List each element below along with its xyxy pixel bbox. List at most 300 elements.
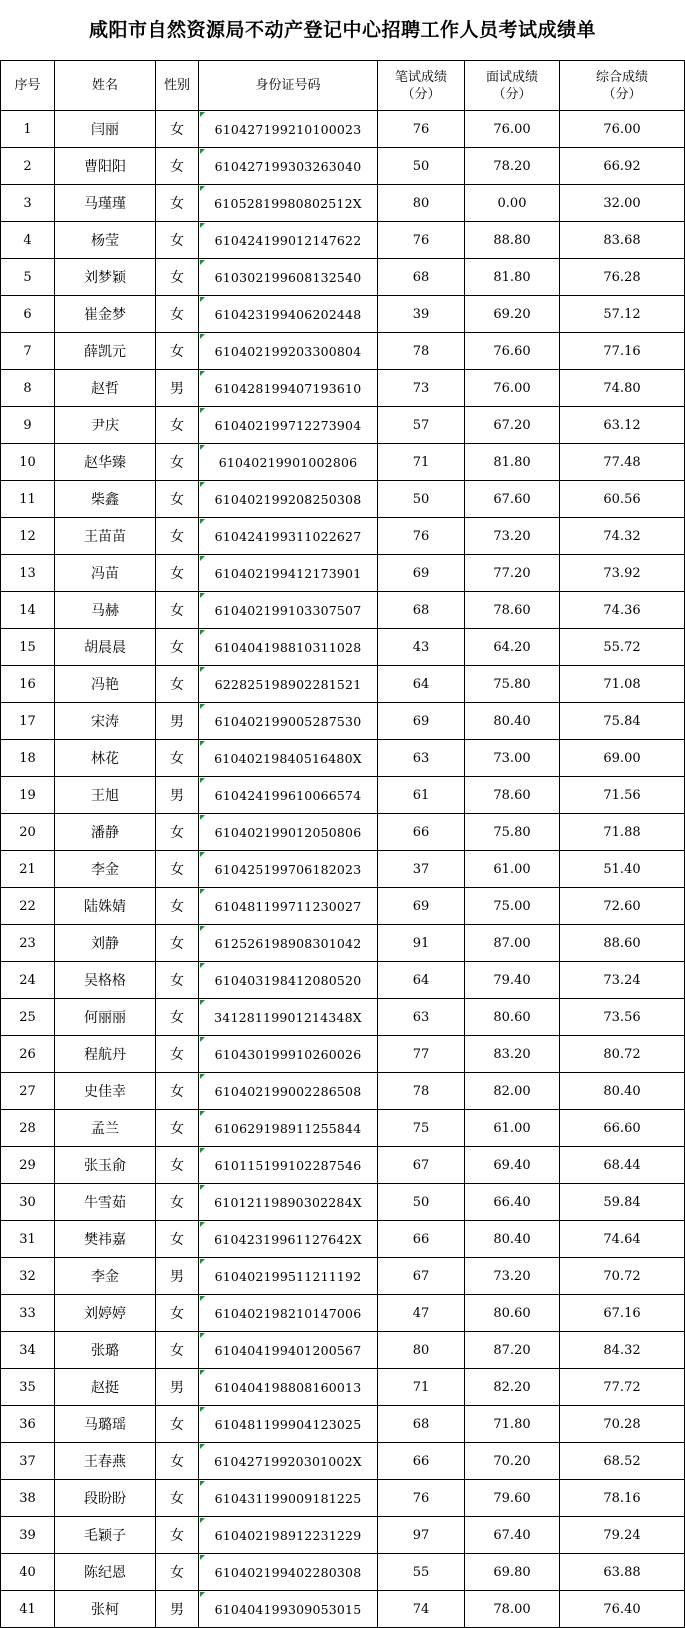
cell-total-score: 79.24 (560, 1517, 685, 1554)
cell-name: 陆姝婧 (55, 888, 156, 925)
cell-written-score: 68 (378, 1406, 465, 1443)
header-total-unit: （分） (602, 86, 642, 102)
cell-written-score: 64 (378, 962, 465, 999)
cell-name: 牛雪茹 (55, 1184, 156, 1221)
cell-total-score: 71.08 (560, 666, 685, 703)
cell-id-number: 34128119901214348X (199, 999, 378, 1036)
cell-id-number: 622825198902281521 (199, 666, 378, 703)
cell-name: 何丽丽 (55, 999, 156, 1036)
cell-written-score: 74 (378, 1591, 465, 1628)
cell-written-score: 71 (378, 444, 465, 481)
cell-written-score: 69 (378, 888, 465, 925)
table-row (1, 111, 685, 148)
cell-name: 尹庆 (55, 407, 156, 444)
table-row (1, 925, 685, 962)
cell-seq: 41 (1, 1591, 55, 1628)
cell-id-number: 610302199608132540 (199, 259, 378, 296)
score-table (0, 60, 685, 1628)
cell-id-number: 610402199203300804 (199, 333, 378, 370)
cell-total-score: 66.92 (560, 148, 685, 185)
cell-total-score: 70.28 (560, 1406, 685, 1443)
cell-written-score: 50 (378, 148, 465, 185)
cell-interview-score: 81.80 (465, 259, 560, 296)
cell-name: 张玉俞 (55, 1147, 156, 1184)
cell-total-score: 55.72 (560, 629, 685, 666)
cell-total-score: 77.48 (560, 444, 685, 481)
cell-total-score: 77.72 (560, 1369, 685, 1406)
cell-seq: 19 (1, 777, 55, 814)
cell-name: 李金 (55, 851, 156, 888)
cell-id-number: 610402198912231229 (199, 1517, 378, 1554)
cell-seq: 38 (1, 1480, 55, 1517)
cell-id-number: 610424199610066574 (199, 777, 378, 814)
cell-gender: 女 (156, 333, 199, 370)
cell-total-score: 68.44 (560, 1147, 685, 1184)
table-row (1, 999, 685, 1036)
cell-id-number: 610402199511211192 (199, 1258, 378, 1295)
cell-id-number: 610423199406202448 (199, 296, 378, 333)
cell-seq: 16 (1, 666, 55, 703)
cell-seq: 11 (1, 481, 55, 518)
cell-written-score: 78 (378, 1073, 465, 1110)
cell-total-score: 80.72 (560, 1036, 685, 1073)
cell-seq: 31 (1, 1221, 55, 1258)
cell-name: 毛颖子 (55, 1517, 156, 1554)
cell-written-score: 77 (378, 1036, 465, 1073)
cell-name: 王苗苗 (55, 518, 156, 555)
table-row (1, 703, 685, 740)
cell-written-score: 73 (378, 370, 465, 407)
cell-interview-score: 82.20 (465, 1369, 560, 1406)
cell-written-score: 68 (378, 592, 465, 629)
cell-written-score: 91 (378, 925, 465, 962)
cell-seq: 8 (1, 370, 55, 407)
cell-gender: 女 (156, 148, 199, 185)
cell-interview-score: 80.40 (465, 1221, 560, 1258)
cell-interview-score: 64.20 (465, 629, 560, 666)
cell-name: 王春燕 (55, 1443, 156, 1480)
cell-gender: 女 (156, 1110, 199, 1147)
cell-written-score: 55 (378, 1554, 465, 1591)
cell-written-score: 69 (378, 703, 465, 740)
cell-name: 刘静 (55, 925, 156, 962)
cell-interview-score: 80.60 (465, 1295, 560, 1332)
cell-seq: 6 (1, 296, 55, 333)
header-seq: 序号 (1, 61, 55, 111)
cell-gender: 男 (156, 370, 199, 407)
cell-id-number: 610403198412080520 (199, 962, 378, 999)
cell-id-number: 610481199711230027 (199, 888, 378, 925)
header-id: 身份证号码 (199, 61, 378, 111)
cell-name: 马瑾瑾 (55, 185, 156, 222)
cell-total-score: 75.84 (560, 703, 685, 740)
cell-id-number: 610428199407193610 (199, 370, 378, 407)
table-row (1, 481, 685, 518)
header-total-label: 综合成绩 (595, 69, 648, 85)
table-row (1, 666, 685, 703)
cell-gender: 女 (156, 296, 199, 333)
cell-seq: 23 (1, 925, 55, 962)
cell-name: 樊祎嘉 (55, 1221, 156, 1258)
cell-written-score: 50 (378, 1184, 465, 1221)
cell-seq: 27 (1, 1073, 55, 1110)
cell-total-score: 72.60 (560, 888, 685, 925)
cell-id-number: 61042719920301002X (199, 1443, 378, 1480)
table-row (1, 1554, 685, 1591)
cell-name: 刘梦颖 (55, 259, 156, 296)
cell-seq: 28 (1, 1110, 55, 1147)
header-row (1, 61, 685, 111)
table-row (1, 740, 685, 777)
cell-written-score: 78 (378, 333, 465, 370)
table-row (1, 259, 685, 296)
cell-seq: 24 (1, 962, 55, 999)
cell-name: 胡晨晨 (55, 629, 156, 666)
cell-written-score: 76 (378, 1480, 465, 1517)
cell-name: 宋涛 (55, 703, 156, 740)
cell-name: 赵华臻 (55, 444, 156, 481)
header-written (378, 61, 465, 111)
cell-interview-score: 73.20 (465, 1258, 560, 1295)
cell-interview-score: 79.60 (465, 1480, 560, 1517)
table-row (1, 629, 685, 666)
cell-id-number: 610404199401200567 (199, 1332, 378, 1369)
cell-total-score: 83.68 (560, 222, 685, 259)
cell-gender: 女 (156, 629, 199, 666)
cell-total-score: 73.56 (560, 999, 685, 1036)
cell-interview-score: 75.00 (465, 888, 560, 925)
cell-seq: 7 (1, 333, 55, 370)
table-row (1, 814, 685, 851)
table-row (1, 777, 685, 814)
cell-id-number: 61040219901002806 (199, 444, 378, 481)
cell-name: 闫丽 (55, 111, 156, 148)
cell-interview-score: 70.20 (465, 1443, 560, 1480)
cell-written-score: 39 (378, 296, 465, 333)
table-row (1, 407, 685, 444)
cell-seq: 36 (1, 1406, 55, 1443)
cell-seq: 9 (1, 407, 55, 444)
header-written-unit: （分） (401, 86, 441, 102)
cell-total-score: 76.00 (560, 111, 685, 148)
cell-interview-score: 78.60 (465, 777, 560, 814)
cell-id-number: 612526198908301042 (199, 925, 378, 962)
cell-written-score: 68 (378, 259, 465, 296)
table-row (1, 1295, 685, 1332)
cell-interview-score: 76.60 (465, 333, 560, 370)
table-row (1, 1480, 685, 1517)
cell-seq: 10 (1, 444, 55, 481)
cell-interview-score: 78.60 (465, 592, 560, 629)
cell-gender: 男 (156, 1369, 199, 1406)
cell-seq: 14 (1, 592, 55, 629)
cell-total-score: 66.60 (560, 1110, 685, 1147)
cell-id-number: 610404198810311028 (199, 629, 378, 666)
cell-total-score: 69.00 (560, 740, 685, 777)
cell-name: 张柯 (55, 1591, 156, 1628)
cell-seq: 33 (1, 1295, 55, 1332)
cell-interview-score: 67.20 (465, 407, 560, 444)
cell-total-score: 78.16 (560, 1480, 685, 1517)
cell-name: 崔金梦 (55, 296, 156, 333)
cell-interview-score: 69.40 (465, 1147, 560, 1184)
table-row (1, 1036, 685, 1073)
header-written-label: 笔试成绩 (394, 69, 447, 85)
cell-interview-score: 71.80 (465, 1406, 560, 1443)
cell-id-number: 610404199309053015 (199, 1591, 378, 1628)
table-row (1, 555, 685, 592)
cell-interview-score: 80.60 (465, 999, 560, 1036)
cell-interview-score: 73.00 (465, 740, 560, 777)
cell-id-number: 610402199002286508 (199, 1073, 378, 1110)
cell-id-number: 610424199311022627 (199, 518, 378, 555)
cell-name: 冯艳 (55, 666, 156, 703)
cell-interview-score: 0.00 (465, 185, 560, 222)
cell-gender: 女 (156, 518, 199, 555)
cell-id-number: 610424199012147622 (199, 222, 378, 259)
table-row (1, 1517, 685, 1554)
cell-id-number: 610402199208250308 (199, 481, 378, 518)
cell-total-score: 74.36 (560, 592, 685, 629)
cell-id-number: 610402199712273904 (199, 407, 378, 444)
cell-name: 赵哲 (55, 370, 156, 407)
cell-total-score: 77.16 (560, 333, 685, 370)
cell-gender: 男 (156, 1591, 199, 1628)
cell-total-score: 73.24 (560, 962, 685, 999)
cell-id-number: 610115199102287546 (199, 1147, 378, 1184)
cell-id-number: 61042319961127642X (199, 1221, 378, 1258)
cell-id-number: 610404198808160013 (199, 1369, 378, 1406)
cell-gender: 女 (156, 444, 199, 481)
cell-seq: 2 (1, 148, 55, 185)
cell-seq: 21 (1, 851, 55, 888)
cell-gender: 女 (156, 888, 199, 925)
cell-written-score: 76 (378, 518, 465, 555)
cell-id-number: 610402198210147006 (199, 1295, 378, 1332)
cell-gender: 男 (156, 703, 199, 740)
cell-gender: 女 (156, 925, 199, 962)
cell-written-score: 47 (378, 1295, 465, 1332)
cell-name: 马璐瑶 (55, 1406, 156, 1443)
cell-interview-score: 73.20 (465, 518, 560, 555)
cell-name: 冯苗 (55, 555, 156, 592)
table-row (1, 333, 685, 370)
cell-seq: 3 (1, 185, 55, 222)
cell-total-score: 88.60 (560, 925, 685, 962)
cell-interview-score: 69.80 (465, 1554, 560, 1591)
cell-id-number: 610402199012050806 (199, 814, 378, 851)
table-row (1, 1332, 685, 1369)
header-total (560, 61, 685, 111)
cell-name: 段盼盼 (55, 1480, 156, 1517)
cell-id-number: 61052819980802512X (199, 185, 378, 222)
cell-id-number: 610402199412173901 (199, 555, 378, 592)
cell-name: 柴鑫 (55, 481, 156, 518)
cell-gender: 女 (156, 1147, 199, 1184)
cell-written-score: 97 (378, 1517, 465, 1554)
cell-gender: 女 (156, 1554, 199, 1591)
cell-interview-score: 77.20 (465, 555, 560, 592)
header-name: 姓名 (55, 61, 156, 111)
cell-written-score: 63 (378, 740, 465, 777)
cell-gender: 男 (156, 1258, 199, 1295)
cell-seq: 5 (1, 259, 55, 296)
cell-id-number: 610402199103307507 (199, 592, 378, 629)
cell-gender: 女 (156, 1221, 199, 1258)
cell-total-score: 59.84 (560, 1184, 685, 1221)
cell-interview-score: 80.40 (465, 703, 560, 740)
table-row (1, 1406, 685, 1443)
cell-name: 孟兰 (55, 1110, 156, 1147)
cell-name: 杨莹 (55, 222, 156, 259)
cell-seq: 40 (1, 1554, 55, 1591)
cell-gender: 女 (156, 962, 199, 999)
table-row (1, 518, 685, 555)
table-row (1, 296, 685, 333)
cell-gender: 女 (156, 592, 199, 629)
cell-written-score: 67 (378, 1258, 465, 1295)
table-row (1, 592, 685, 629)
cell-total-score: 80.40 (560, 1073, 685, 1110)
cell-seq: 29 (1, 1147, 55, 1184)
table-row (1, 185, 685, 222)
cell-name: 程航丹 (55, 1036, 156, 1073)
cell-gender: 女 (156, 1184, 199, 1221)
table-row (1, 962, 685, 999)
cell-name: 马赫 (55, 592, 156, 629)
cell-total-score: 71.56 (560, 777, 685, 814)
cell-interview-score: 88.80 (465, 222, 560, 259)
cell-total-score: 57.12 (560, 296, 685, 333)
table-row (1, 1110, 685, 1147)
cell-interview-score: 69.20 (465, 296, 560, 333)
cell-seq: 4 (1, 222, 55, 259)
table-row (1, 1443, 685, 1480)
cell-seq: 17 (1, 703, 55, 740)
cell-seq: 39 (1, 1517, 55, 1554)
cell-written-score: 80 (378, 185, 465, 222)
cell-id-number: 61040219840516480X (199, 740, 378, 777)
cell-interview-score: 75.80 (465, 814, 560, 851)
cell-written-score: 50 (378, 481, 465, 518)
cell-name: 张璐 (55, 1332, 156, 1369)
cell-total-score: 71.88 (560, 814, 685, 851)
cell-id-number: 610430199910260026 (199, 1036, 378, 1073)
table-row (1, 1184, 685, 1221)
table-row (1, 851, 685, 888)
cell-written-score: 67 (378, 1147, 465, 1184)
cell-interview-score: 82.00 (465, 1073, 560, 1110)
cell-name: 赵挺 (55, 1369, 156, 1406)
cell-interview-score: 79.40 (465, 962, 560, 999)
cell-written-score: 75 (378, 1110, 465, 1147)
cell-interview-score: 83.20 (465, 1036, 560, 1073)
cell-name: 潘静 (55, 814, 156, 851)
cell-gender: 女 (156, 999, 199, 1036)
table-body (1, 111, 685, 1628)
cell-written-score: 43 (378, 629, 465, 666)
cell-total-score: 51.40 (560, 851, 685, 888)
cell-total-score: 68.52 (560, 1443, 685, 1480)
cell-seq: 34 (1, 1332, 55, 1369)
cell-gender: 女 (156, 851, 199, 888)
cell-gender: 女 (156, 740, 199, 777)
cell-name: 吴格格 (55, 962, 156, 999)
table-row (1, 222, 685, 259)
table-row (1, 888, 685, 925)
cell-written-score: 63 (378, 999, 465, 1036)
cell-interview-score: 61.00 (465, 851, 560, 888)
cell-interview-score: 76.00 (465, 111, 560, 148)
cell-gender: 女 (156, 555, 199, 592)
header-interview-unit: （分） (492, 86, 532, 102)
page-title: 咸阳市自然资源局不动产登记中心招聘工作人员考试成绩单 (88, 19, 596, 41)
table-row (1, 370, 685, 407)
cell-gender: 女 (156, 481, 199, 518)
cell-interview-score: 66.40 (465, 1184, 560, 1221)
cell-total-score: 76.40 (560, 1591, 685, 1628)
cell-gender: 女 (156, 666, 199, 703)
cell-seq: 25 (1, 999, 55, 1036)
cell-written-score: 64 (378, 666, 465, 703)
cell-id-number: 610481199904123025 (199, 1406, 378, 1443)
cell-gender: 女 (156, 111, 199, 148)
cell-name: 曹阳阳 (55, 148, 156, 185)
cell-gender: 女 (156, 1295, 199, 1332)
cell-seq: 12 (1, 518, 55, 555)
cell-gender: 女 (156, 1073, 199, 1110)
cell-gender: 女 (156, 814, 199, 851)
cell-total-score: 67.16 (560, 1295, 685, 1332)
cell-id-number: 610427199210100023 (199, 111, 378, 148)
cell-written-score: 66 (378, 1443, 465, 1480)
cell-written-score: 76 (378, 111, 465, 148)
cell-gender: 女 (156, 1480, 199, 1517)
table-row (1, 1073, 685, 1110)
cell-gender: 女 (156, 259, 199, 296)
cell-name: 刘婷婷 (55, 1295, 156, 1332)
cell-gender: 女 (156, 407, 199, 444)
cell-id-number: 610427199303263040 (199, 148, 378, 185)
cell-interview-score: 78.20 (465, 148, 560, 185)
table-row (1, 1369, 685, 1406)
cell-total-score: 74.64 (560, 1221, 685, 1258)
cell-gender: 女 (156, 1332, 199, 1369)
cell-interview-score: 67.40 (465, 1517, 560, 1554)
table-row (1, 1221, 685, 1258)
header-interview-label: 面试成绩 (485, 69, 538, 85)
cell-interview-score: 75.80 (465, 666, 560, 703)
cell-id-number: 61012119890302284X (199, 1184, 378, 1221)
cell-seq: 30 (1, 1184, 55, 1221)
cell-total-score: 60.56 (560, 481, 685, 518)
cell-id-number: 610402199005287530 (199, 703, 378, 740)
cell-seq: 26 (1, 1036, 55, 1073)
header-gender: 性别 (156, 61, 199, 111)
cell-name: 王旭 (55, 777, 156, 814)
cell-written-score: 76 (378, 222, 465, 259)
cell-total-score: 32.00 (560, 185, 685, 222)
cell-name: 薛凯元 (55, 333, 156, 370)
cell-total-score: 74.32 (560, 518, 685, 555)
cell-gender: 女 (156, 1517, 199, 1554)
cell-written-score: 66 (378, 814, 465, 851)
cell-seq: 22 (1, 888, 55, 925)
cell-seq: 18 (1, 740, 55, 777)
cell-interview-score: 67.60 (465, 481, 560, 518)
cell-name: 史佳幸 (55, 1073, 156, 1110)
cell-gender: 女 (156, 1406, 199, 1443)
